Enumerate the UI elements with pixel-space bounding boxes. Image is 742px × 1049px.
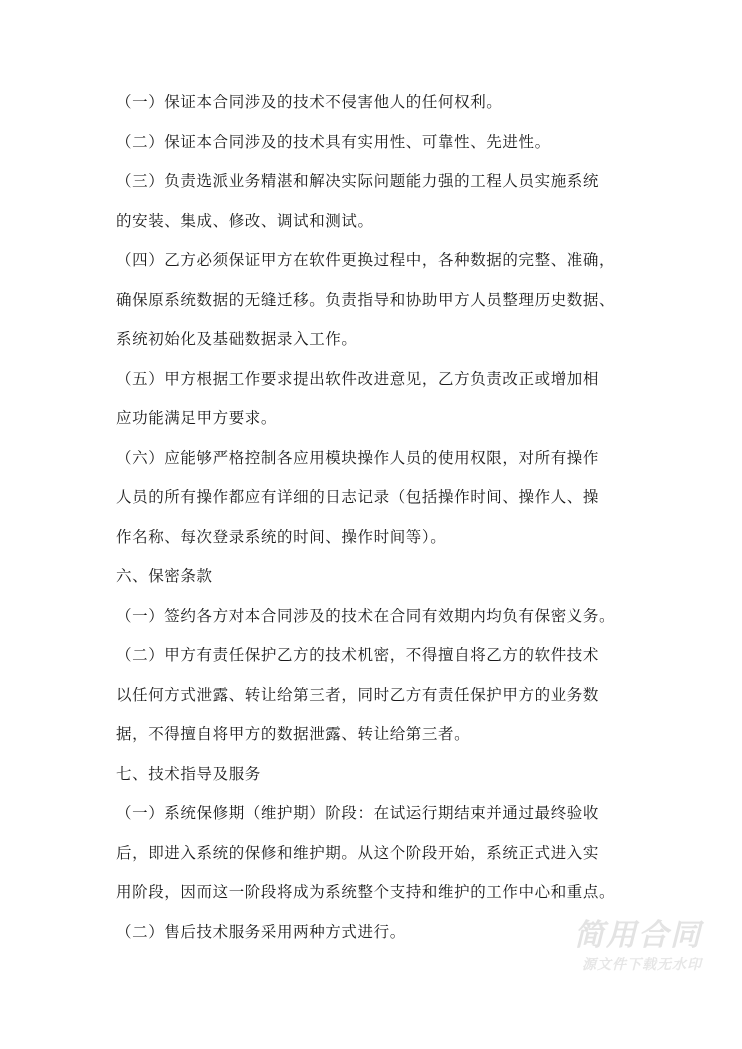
watermark-subtitle: 源文件下载无水印: [582, 957, 702, 973]
text-line: 系统初始化及基础数据录入工作。: [116, 330, 358, 348]
text-line: 确保原系统数据的无缝迁移。负责指导和协助甲方人员整理历史数据、: [116, 290, 616, 309]
text-line: 以任何方式泄露、转让给第三者，同时乙方有责任保护甲方的业务数: [116, 685, 600, 704]
text-line: （二）甲方有责任保护乙方的技术机密，不得擅自将乙方的软件技术: [116, 646, 600, 664]
section-heading: 六、保密条款: [116, 567, 213, 585]
text-line: 后，即进入系统的保修和维护期。从这个阶段开始，系统正式进入实: [116, 843, 600, 862]
text-line: 人员的所有操作都应有详细的日志记录（包括操作时间、操作人、操: [116, 488, 600, 506]
section-heading: 七、技术指导及服务: [116, 764, 261, 783]
text-line: （二）保证本合同涉及的技术具有实用性、可靠性、先进性。: [116, 132, 551, 151]
text-line: （二）售后技术服务采用两种方式进行。: [116, 922, 406, 941]
text-line: （三）负责选派业务精湛和解决实际问题能力强的工程人员实施系统: [116, 172, 600, 190]
text-line: 据，不得擅自将甲方的数据泄露、转让给第三者。: [116, 725, 471, 743]
watermark-title: 简用合同: [574, 918, 702, 953]
text-line: 的安装、集成、修改、调试和测试。: [116, 211, 374, 230]
text-line: （一）签约各方对本合同涉及的技术在合同有效期内均负有保密义务。: [116, 606, 616, 625]
text-line: （五）甲方根据工作要求提出软件改进意见，乙方负责改正或增加相: [116, 369, 600, 388]
document-body: [116, 92, 636, 961]
text-line: （四）乙方必须保证甲方在软件更换过程中，各种数据的完整、准确，: [116, 251, 616, 269]
watermark: [512, 918, 702, 976]
text-line: （一）系统保修期（维护期）阶段：在试运行期结束并通过最终验收: [116, 804, 600, 822]
text-line: 用阶段，因而这一阶段将成为系统整个支持和维护的工作中心和重点。: [116, 883, 616, 901]
text-line: 作名称、每次登录系统的时间、操作时间等）。: [116, 527, 447, 546]
text-line: （六）应能够严格控制各应用模块操作人员的使用权限，对所有操作: [116, 448, 600, 467]
text-line: （一）保证本合同涉及的技术不侵害他人的任何权利。: [116, 93, 503, 111]
text-line: 应功能满足甲方要求。: [116, 409, 278, 427]
